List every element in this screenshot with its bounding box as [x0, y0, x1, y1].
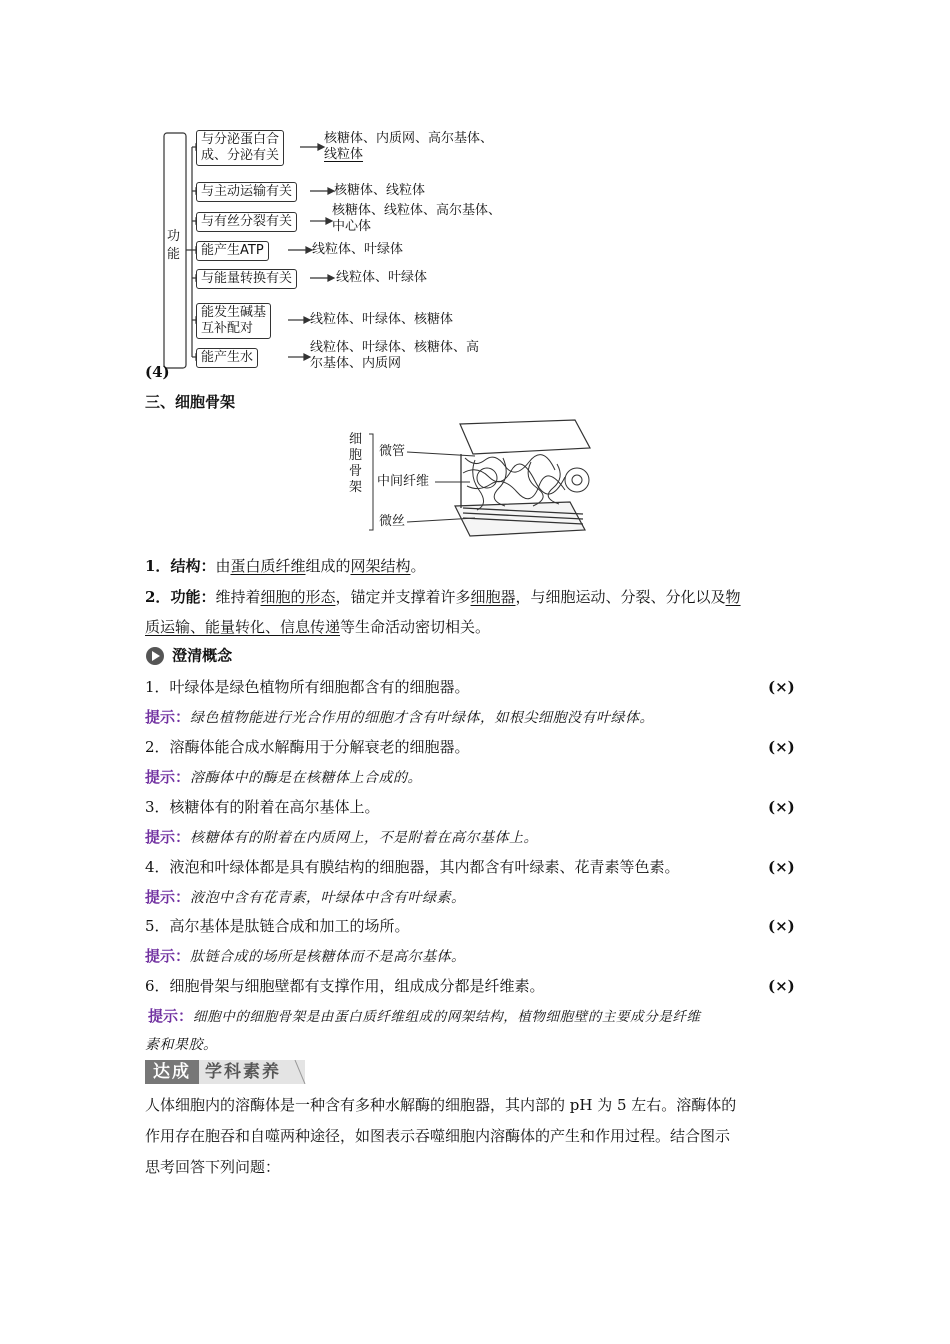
item-label: 功能：	[170, 588, 216, 606]
result-line: 核糖体、内质网、高尔基体、	[324, 131, 494, 146]
figure-side-label: 细胞骨架	[349, 432, 363, 495]
item-number: 2．	[145, 588, 171, 606]
key-term: 蛋白质纤维	[230, 557, 306, 575]
text: 等生命活动密切相关。	[340, 618, 491, 636]
clarify-question: 6．细胞骨架与细胞壁都有支撑作用，组成成分都是纤维素。	[145, 977, 545, 995]
label-microfilament: 微丝	[379, 514, 406, 529]
cytoskeleton-structure	[145, 556, 426, 576]
clarify-heading-text: 澄清概念	[172, 646, 233, 665]
label-microtubule: 微管	[379, 444, 406, 459]
clarify-question: 4．液泡和叶绿体都是具有膜结构的细胞器，其内都含有叶绿素、花青素等色素。	[145, 858, 680, 876]
key-term: 网架结构	[350, 557, 411, 575]
box-line: 互补配对	[201, 321, 254, 336]
diagram-index-label: (4)	[145, 363, 170, 381]
clarify-answer: (×)	[768, 917, 795, 935]
clarify-hint	[145, 946, 466, 967]
result-atp: 线粒体、叶绿体	[312, 242, 404, 257]
clarify-question: 3．核糖体有的附着在高尔基体上。	[145, 798, 380, 816]
hint-text: 细胞中的细胞骨架是由蛋白质纤维组成的网架结构，植物细胞壁的主要成分是纤维	[193, 1009, 701, 1025]
function-box-water: 能产生水	[196, 348, 258, 368]
banner-tail-icon	[289, 1060, 307, 1084]
clarify-hint	[145, 827, 538, 848]
cytoskeleton-function-cont	[145, 617, 490, 637]
clarify-hint	[145, 887, 466, 908]
clarify-answer: (×)	[768, 798, 795, 816]
hint-text: 绿色植物能进行光合作用的细胞才含有叶绿体，如根尖细胞没有叶绿体。	[190, 710, 655, 726]
function-box-mitosis: 与有丝分裂有关	[196, 212, 297, 232]
text: 由	[215, 557, 231, 575]
function-box-energy: 与能量转换有关	[196, 269, 297, 289]
literacy-banner	[145, 1060, 305, 1084]
clarify-answer: (×)	[768, 977, 795, 995]
function-box-base-pairing	[196, 303, 271, 339]
label-intermediate-filament: 中间纤维	[377, 474, 430, 489]
key-term: 细胞的形态	[260, 588, 336, 606]
literacy-paragraph-line: 思考回答下列问题：	[145, 1158, 281, 1176]
hint-label: 提示：	[145, 947, 191, 965]
result-line: 中心体	[332, 219, 372, 234]
diagram-root: 功能	[167, 229, 181, 262]
key-term: 物	[725, 588, 741, 606]
key-term: 细胞器	[470, 588, 516, 606]
function-box-atp: 能产生ATP	[196, 241, 269, 261]
text: ，锚定并支撑着许多	[335, 588, 471, 606]
hint-label: 提示：	[145, 768, 191, 786]
clarify-heading	[145, 645, 232, 667]
hint-label: 提示：	[145, 828, 191, 846]
literacy-paragraph-line: 作用存在胞吞和自噬两种途径，如图表示吞噬细胞内溶酶体的产生和作用过程。结合图示	[145, 1127, 731, 1145]
literacy-paragraph-line: 人体细胞内的溶酶体是一种含有多种水解酶的细胞器，其内部的 pH 为 5 左右。溶酶体的	[145, 1096, 737, 1114]
hint-text: 核糖体有的附着在内质网上，不是附着在高尔基体上。	[190, 830, 539, 846]
result-line: 线粒体、叶绿体、核糖体	[310, 312, 454, 327]
hint-label: 提示：	[148, 1007, 194, 1025]
clarify-answer: (×)	[768, 738, 795, 756]
hint-label: 提示：	[145, 888, 191, 906]
cytoskeleton-figure	[345, 418, 605, 548]
play-badge-icon	[145, 646, 167, 666]
result-line: 尔基体、内质网	[310, 356, 402, 371]
clarify-answer: (×)	[768, 678, 795, 696]
result-line: 线粒体、叶绿体、核糖体、高	[310, 340, 480, 355]
hint-text: 溶酶体中的酶是在核糖体上合成的。	[190, 770, 423, 786]
cytoskeleton-function	[145, 587, 741, 607]
banner-light-text: 学科素养	[199, 1060, 305, 1084]
clarify-hint	[145, 767, 422, 788]
box-line: 与分泌蛋白合	[201, 132, 280, 147]
hint-text: 液泡中含有花青素，叶绿体中含有叶绿素。	[190, 890, 466, 906]
result-mitosis	[332, 203, 501, 235]
banner-dark-text: 达成	[145, 1060, 199, 1084]
clarify-question: 2．溶酶体能合成水解酶用于分解衰老的细胞器。	[145, 738, 470, 756]
section-heading-cytoskeleton: 三、细胞骨架	[145, 393, 236, 411]
result-active-transport: 核糖体、线粒体	[334, 183, 426, 198]
clarify-hint	[148, 1006, 701, 1027]
text: 组成的	[305, 557, 351, 575]
result-secretion	[324, 131, 493, 163]
clarify-question: 5．高尔基体是肽链合成和加工的场所。	[145, 917, 410, 935]
hint-label: 提示：	[145, 708, 191, 726]
result-water	[310, 340, 479, 372]
item-number: 1．	[145, 557, 171, 575]
key-term: 质运输、能量转化、信息传递	[145, 618, 341, 636]
result-energy: 线粒体、叶绿体	[336, 270, 428, 285]
box-line: 能发生碱基	[201, 305, 267, 320]
hint-text: 肽链合成的场所是核糖体而不是高尔基体。	[190, 949, 466, 965]
text: ，与细胞运动、分裂、分化以及	[515, 588, 726, 606]
clarify-hint-cont	[145, 1034, 218, 1055]
text: 维持着	[215, 588, 261, 606]
function-box-secretion	[196, 130, 284, 166]
result-line: 线粒体	[324, 147, 364, 162]
item-label: 结构：	[170, 557, 216, 575]
hint-text: 素和果胶。	[145, 1037, 218, 1053]
clarify-hint	[145, 707, 654, 728]
result-line: 核糖体、线粒体、高尔基体、	[332, 203, 502, 218]
function-box-active-transport: 与主动运输有关	[196, 182, 297, 202]
result-base-pairing	[310, 312, 453, 328]
text: 。	[410, 557, 426, 575]
box-line: 成、分泌有关	[201, 148, 280, 163]
clarify-question: 1．叶绿体是绿色植物所有细胞都含有的细胞器。	[145, 678, 470, 696]
clarify-answer: (×)	[768, 858, 795, 876]
